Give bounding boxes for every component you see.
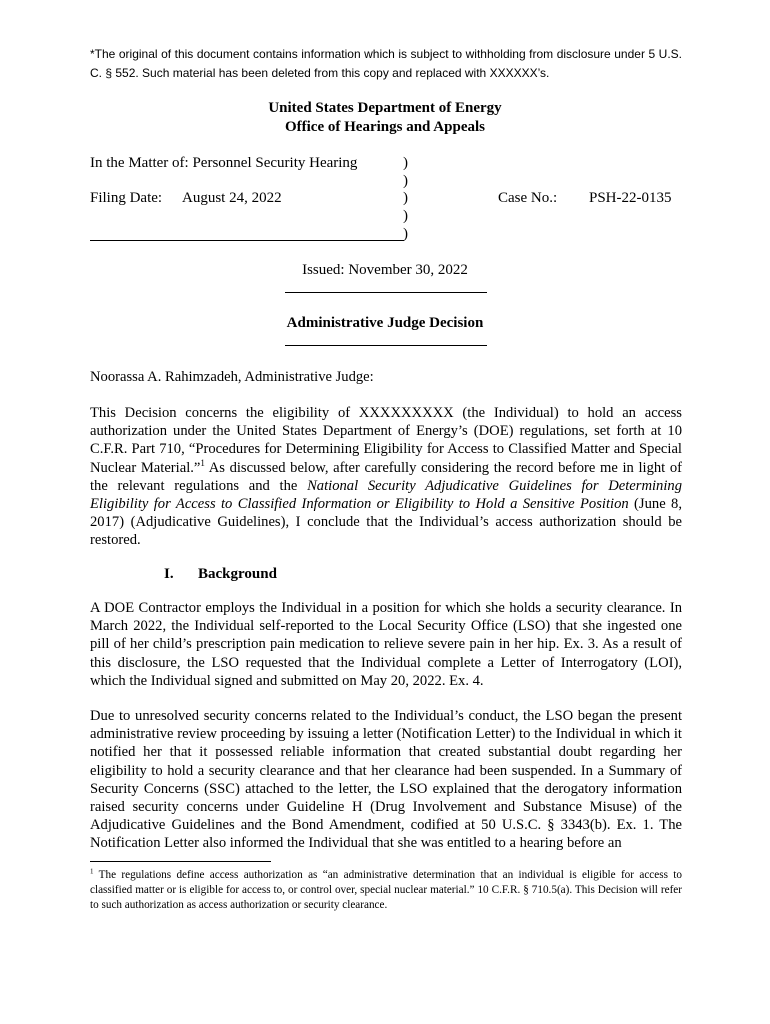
footnote xyxy=(90,868,682,913)
redaction-notice: *The original of this document contains information which is subject to withholding from disclosure under 5 U.S. C. § 552. Such material has been deleted from this copy and replaced with XXXXXX’s. xyxy=(90,47,682,80)
issued-date: Issued: November 30, 2022 xyxy=(302,262,468,278)
section-number: I. xyxy=(164,566,174,582)
footnote-text: The regulations define access authorization as “an administrative determination that an individual is eligible for access to classified matter or is eligible for access to, or control over, special nuclear material.” 10 C.F.R. § 710.5(a). This Decision will refer to such authorization as access authorization or security clearance. xyxy=(90,869,682,911)
judge-line: Noorassa A. Rahimzadeh, Administrative Judge: xyxy=(90,369,374,385)
caption-paren: ) xyxy=(403,226,408,242)
caption-paren: ) xyxy=(403,190,408,206)
case-number-value: PSH-22-0135 xyxy=(589,190,672,206)
caption-paren: ) xyxy=(403,208,408,224)
office-heading: Office of Hearings and Appeals xyxy=(284,119,485,135)
caption-rule xyxy=(90,240,404,241)
footnote-separator xyxy=(90,861,271,862)
filing-date-value: August 24, 2022 xyxy=(182,190,282,206)
decision-title: Administrative Judge Decision xyxy=(286,315,484,331)
intro-text: This Decision concerns the eligibility of XXXXXXXXX (the Individual) to hold an access authorization under the United States Department of Energy’s (DOE) regulations, set forth at 10 C.F.R. Part 710, “Procedures for Determining Eligibility for Access to Classified Matter and Special Nuclear Material.” xyxy=(90,405,682,476)
caption-paren: ) xyxy=(403,155,408,171)
guidelines-title: National Security Adjudicative Guidelines for Determining Eligibility for Access to Classified Information or Eligibility to Hold a Sensitive Position xyxy=(90,477,682,513)
footnote-reference: 1 xyxy=(200,457,205,468)
intro-text: (June 8, 2017) (Adjudicative Guidelines), I conclude that the Individual’s access authorization should be restored. xyxy=(90,496,683,549)
matter-caption: In the Matter of: Personnel Security Hearing xyxy=(90,155,358,171)
intro-paragraph xyxy=(90,404,682,550)
intro-text: As discussed below, after carefully considering the record before me in light of the relevant regulations and the xyxy=(90,459,683,494)
filing-date-label: Filing Date: xyxy=(90,190,163,206)
section-title: Background xyxy=(198,566,277,582)
department-heading: United States Department of Energy xyxy=(268,100,502,116)
title-rule-bottom xyxy=(285,345,487,346)
background-paragraph: A DOE Contractor employs the Individual in a position for which she holds a security clearance. In March 2022, the Individual self-reported to the Local Security Office (LSO) that she ingested one pill of her child’s prescription pain medication to relieve severe pain in her hip. Ex. 3. As a result of this disclosure, the LSO requested that the Individual complete a Letter of Interrogatory (LOI), which the Individual signed and submitted on May 20, 2022. Ex. 4. xyxy=(90,600,682,689)
caption-paren: ) xyxy=(403,173,408,189)
case-number-label: Case No.: xyxy=(498,190,558,206)
footnote-mark: 1 xyxy=(90,867,94,876)
concerns-paragraph: Due to unresolved security concerns related to the Individual’s conduct, the LSO began the present administrative review proceeding by issuing a letter (Notification Letter) to the Individual in which it notified her that it possessed reliable information that created substantial doubt regarding her eligibility to hold a security clearance and that her clearance had been suspended. In a Summary of Security Concerns (SSC) attached to the letter, the LSO explained that the derogatory information raised security concerns under Guideline H (Drug Involvement and Substance Misuse) of the Adjudicative Guidelines and the Bond Amendment, codified at 50 U.S.C. § 3343(b). Ex. 1. The Notification Letter also informed the Individual that she was entitled to a hearing before an xyxy=(90,708,682,852)
title-rule-top xyxy=(285,292,487,293)
